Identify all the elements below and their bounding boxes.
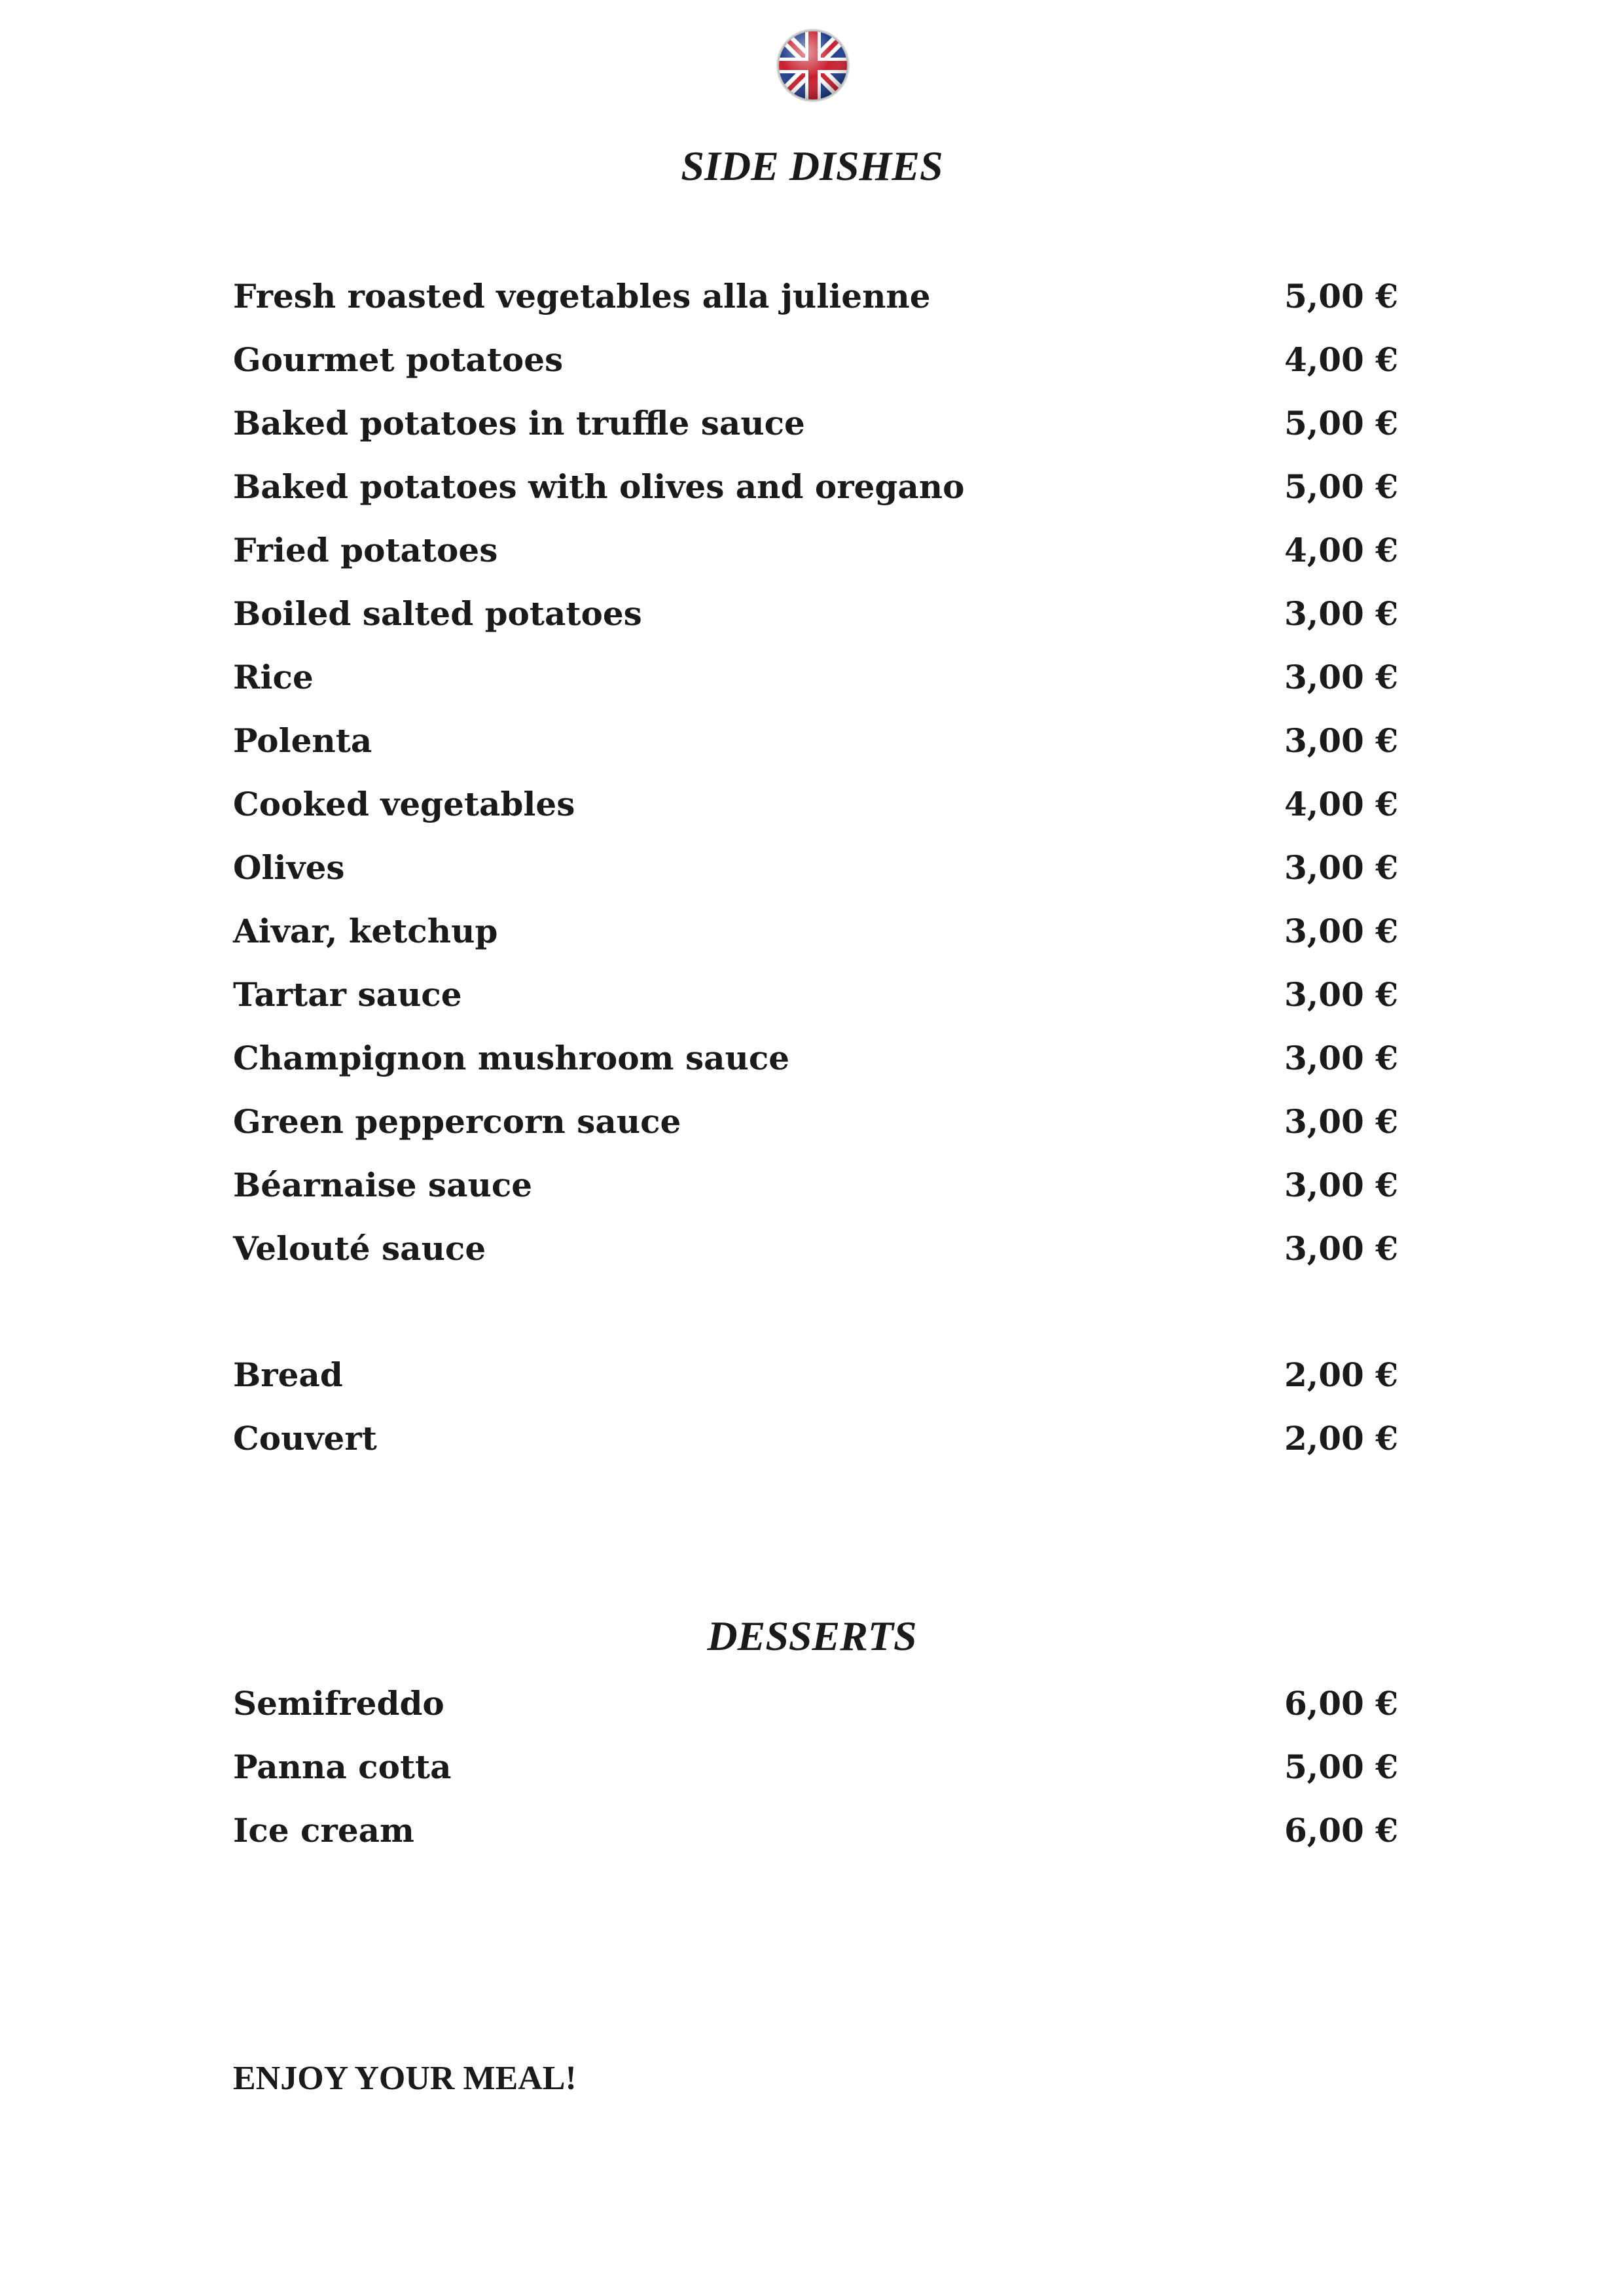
menu-item-row	[233, 455, 1398, 518]
menu-item-row	[233, 709, 1398, 772]
menu-item-row	[233, 1217, 1398, 1280]
menu-item-name: Polenta	[233, 721, 372, 760]
menu-item-row	[233, 1090, 1398, 1153]
menu-item-name: Boiled salted potatoes	[233, 594, 642, 633]
menu-item-price: 4,00 €	[1284, 531, 1398, 569]
menu-item-row	[233, 645, 1398, 709]
menu-item-name: Béarnaise sauce	[233, 1166, 533, 1204]
menu-item-row	[233, 1672, 1398, 1735]
menu-item-row	[233, 1735, 1398, 1799]
menu-item-price: 3,00 €	[1284, 721, 1398, 760]
menu-item-row	[233, 1026, 1398, 1090]
menu-item-price: 3,00 €	[1284, 975, 1398, 1014]
side-dishes-title: SIDE DISHES	[681, 143, 943, 189]
menu-item-price: 3,00 €	[1284, 912, 1398, 950]
desserts-title: DESSERTS	[707, 1613, 917, 1659]
extras-list	[233, 1343, 1398, 1470]
menu-item-row	[233, 1153, 1398, 1217]
menu-item-name: Panna cotta	[233, 1748, 452, 1786]
menu-item-price: 6,00 €	[1284, 1684, 1398, 1723]
menu-item-price: 4,00 €	[1284, 340, 1398, 379]
menu-item-row	[233, 772, 1398, 836]
menu-item-row	[233, 391, 1398, 455]
menu-item-row	[233, 963, 1398, 1026]
menu-item-price: 3,00 €	[1284, 594, 1398, 633]
menu-item-row	[233, 1407, 1398, 1470]
menu-item-row	[233, 1343, 1398, 1407]
menu-item-price: 3,00 €	[1284, 1102, 1398, 1141]
closing-message: ENJOY YOUR MEAL!	[233, 2060, 577, 2097]
desserts-list	[233, 1672, 1398, 1862]
menu-item-row	[233, 1799, 1398, 1862]
menu-item-row	[233, 264, 1398, 328]
menu-item-name: Fresh roasted vegetables alla julienne	[233, 277, 931, 315]
menu-item-row	[233, 899, 1398, 963]
menu-item-name: Fried potatoes	[233, 531, 498, 569]
menu-item-price: 2,00 €	[1284, 1419, 1398, 1458]
menu-item-price: 3,00 €	[1284, 1039, 1398, 1077]
menu-item-price: 3,00 €	[1284, 1229, 1398, 1268]
menu-item-name: Semifreddo	[233, 1684, 444, 1723]
menu-item-name: Baked potatoes with olives and oregano	[233, 467, 965, 506]
menu-item-name: Velouté sauce	[233, 1229, 486, 1268]
menu-item-name: Rice	[233, 658, 314, 696]
menu-item-row	[233, 328, 1398, 391]
menu-item-row	[233, 836, 1398, 899]
menu-item-price: 2,00 €	[1284, 1355, 1398, 1394]
menu-item-name: Aivar, ketchup	[233, 912, 498, 950]
menu-item-price: 3,00 €	[1284, 1166, 1398, 1204]
menu-item-name: Champignon mushroom sauce	[233, 1039, 790, 1077]
menu-item-name: Bread	[233, 1355, 343, 1394]
menu-item-row	[233, 518, 1398, 582]
menu-item-name: Gourmet potatoes	[233, 340, 564, 379]
menu-item-name: Green peppercorn sauce	[233, 1102, 681, 1141]
menu-item-price: 6,00 €	[1284, 1811, 1398, 1850]
menu-item-price: 5,00 €	[1284, 277, 1398, 315]
menu-item-name: Ice cream	[233, 1811, 414, 1850]
menu-item-row	[233, 582, 1398, 645]
menu-item-price: 5,00 €	[1284, 404, 1398, 442]
menu-item-name: Tartar sauce	[233, 975, 462, 1014]
menu-item-price: 5,00 €	[1284, 467, 1398, 506]
menu-item-price: 5,00 €	[1284, 1748, 1398, 1786]
menu-item-name: Olives	[233, 848, 345, 887]
menu-item-price: 3,00 €	[1284, 658, 1398, 696]
union-jack-flag-icon	[775, 27, 851, 103]
menu-item-price: 4,00 €	[1284, 785, 1398, 823]
menu-item-name: Cooked vegetables	[233, 785, 575, 823]
menu-item-name: Couvert	[233, 1419, 377, 1458]
side-dishes-list	[233, 264, 1398, 1280]
menu-item-name: Baked potatoes in truffle sauce	[233, 404, 805, 442]
menu-item-price: 3,00 €	[1284, 848, 1398, 887]
